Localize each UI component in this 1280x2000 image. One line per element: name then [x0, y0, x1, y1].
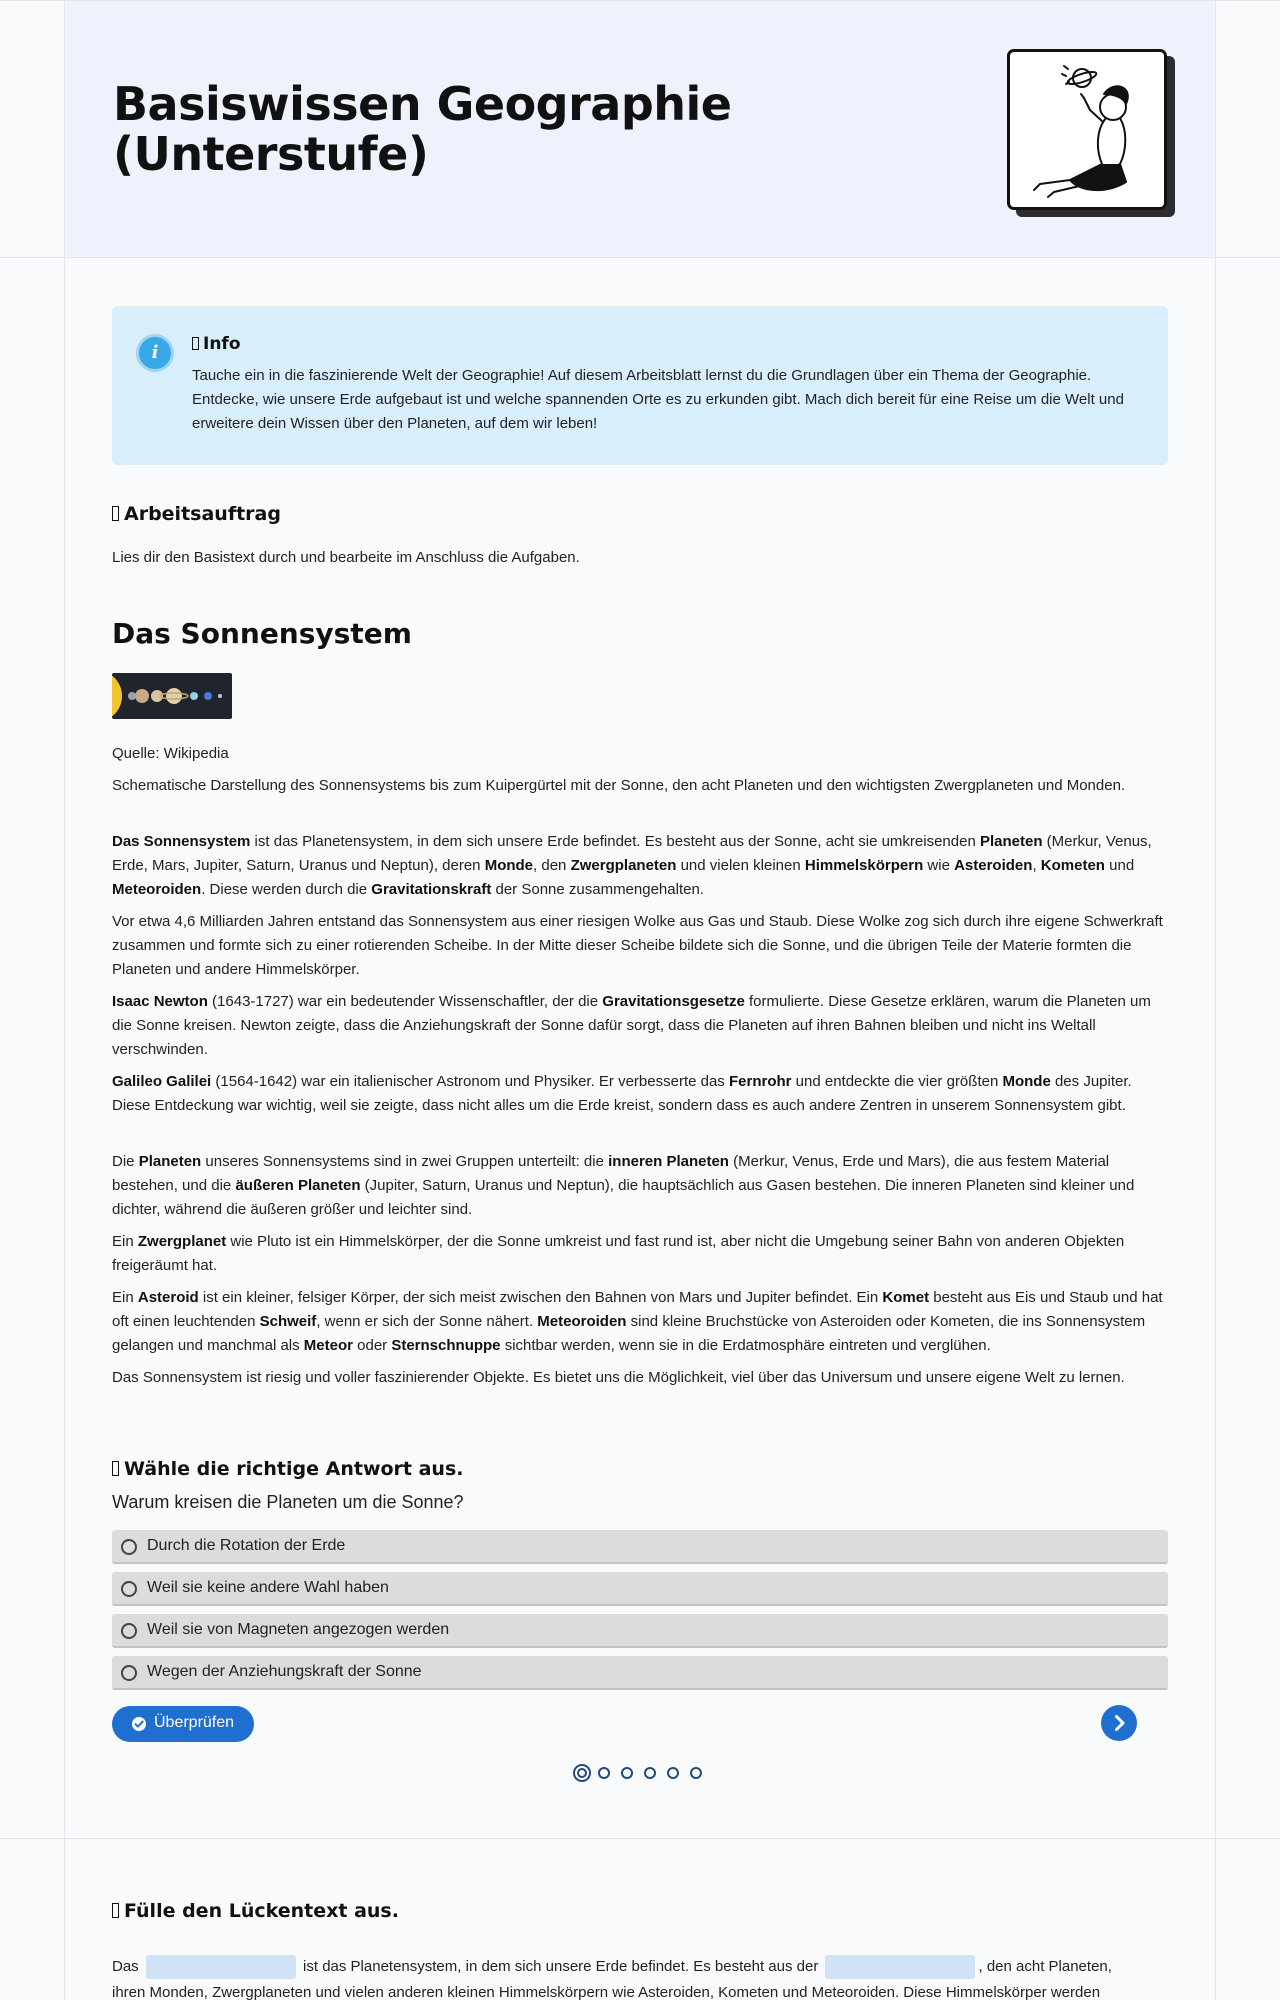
- pagination-dot-6[interactable]: [690, 1767, 702, 1779]
- answer-label: Durch die Rotation der Erde: [147, 1537, 346, 1554]
- info-icon: i: [136, 334, 174, 372]
- cloze-text-part: , den acht Planeten,: [978, 1958, 1112, 1975]
- cloze-title: Fülle den Lückentext aus.: [112, 1900, 1168, 1922]
- article-paragraph-5: Die Planeten unseres Sonnensystems sind in zwei Gruppen unterteilt: die inneren Planeten (Merkur, Venus, Erde und Mars), die aus festem Material bestehen, und die äußeren Planeten (Jupiter, Saturn, Uranus und Neptun), die hauptsächlich aus Gasen bestehen. Die inneren Planeten sind kleiner und dichter, während die äußeren größer und leichter sind.: [112, 1153, 1135, 1218]
- page-header: [65, 1, 1215, 257]
- right-border: [1215, 0, 1216, 2000]
- answer-option-2[interactable]: [112, 1572, 1168, 1606]
- solar-system-icon: [112, 673, 232, 719]
- illustration-image: [1007, 49, 1167, 210]
- cloze-text-part: ist das Planetensystem, in dem sich unsere Erde befindet. Es besteht aus der: [303, 1958, 819, 1975]
- answer-label: Weil sie keine andere Wahl haben: [147, 1579, 389, 1596]
- pin-icon: [192, 337, 199, 350]
- pagination-dot-3[interactable]: [621, 1767, 633, 1779]
- page-title: Basiswissen Geographie (Unterstufe): [113, 77, 732, 181]
- task-icon: [112, 506, 119, 521]
- radio-button[interactable]: [121, 1665, 137, 1681]
- left-border: [64, 0, 65, 2000]
- article-paragraph-7: Ein Asteroid ist ein kleiner, felsiger Körper, der sich meist zwischen den Bahnen von Mars und Jupiter befindet. Ein Komet besteht aus Eis und Staub und hat oft einen leuchtenden Schweif, wenn er sich der Sonne nähert. Meteoroiden sind kleine Bruchstücke von Asteroiden oder Kometen, die ins Sonnensystem gelangen und manchmal als Meteor oder Sternschnuppe sichtbar werden, wenn sie in die Erdatmosphäre eintreten und verglühen.: [112, 1289, 1163, 1354]
- cloze-gap-1[interactable]: [146, 1955, 296, 1979]
- pagination-dot-5[interactable]: [667, 1767, 679, 1779]
- section-rule: [0, 1838, 1280, 1839]
- check-circle-icon: [132, 1717, 146, 1731]
- image-caption: Schematische Darstellung des Sonnensystems bis zum Kuipergürtel mit der Sonne, den acht Planeten und den wichtigsten Zwergplaneten und Monden.: [112, 777, 1126, 794]
- check-button-label: Überprüfen: [154, 1714, 235, 1731]
- article-heading: Das Sonnensystem: [112, 617, 412, 650]
- article-paragraph-8: Das Sonnensystem ist riesig und voller faszinierender Objekte. Es bietet uns die Möglichkeit, viel über das Universum und unsere eigene Welt zu lernen.: [112, 1369, 1125, 1386]
- image-source: Quelle: Wikipedia: [112, 745, 229, 762]
- radio-button[interactable]: [121, 1623, 137, 1639]
- radio-button[interactable]: [121, 1581, 137, 1597]
- info-box: [112, 306, 1168, 465]
- pagination-dot-1[interactable]: [573, 1764, 591, 1782]
- quiz-question: Warum kreisen die Planeten um die Sonne?: [112, 1492, 464, 1512]
- article-paragraph-2: Vor etwa 4,6 Milliarden Jahren entstand das Sonnensystem aus einer riesigen Wolke aus Gas und Staub. Diese Wolke zog sich durch ihre eigene Schwerkraft zusammen und formte sich zu einer rotierenden Scheibe. In der Mitte dieser Scheibe bildete sich die Sonne, und die übrigen Teile der Materie formten die Planeten und andere Himmelskörper.: [112, 913, 1163, 978]
- pagination-dot-2[interactable]: [598, 1767, 610, 1779]
- article-paragraph-3: Isaac Newton (1643-1727) war ein bedeutender Wissenschaftler, der die Gravitationsgesetze formulierte. Diese Gesetze erklären, warum die Planeten um die Sonne kreisen. Newton zeigte, dass die Anziehungskraft der Sonne dafür sorgt, dass die Planeten auf ihren Bahnen bleiben und nicht ins Weltall verschwinden.: [112, 993, 1151, 1058]
- cloze-text: [112, 1951, 1168, 2000]
- cloze-text-part: Das: [112, 1958, 139, 1975]
- solar-system-image: [112, 673, 232, 719]
- article-paragraph-4: Galileo Galilei (1564-1642) war ein italienischer Astronom und Physiker. Er verbesserte das Fernrohr und entdeckte die vier größten Monde des Jupiter. Diese Entdeckung war wichtig, weil sie zeigte, dass nicht alles um die Erde kreist, sondern dass es auch andere Zentren in unserem Sonnensystem gibt.: [112, 1073, 1132, 1114]
- task-text: Lies dir den Basistext durch und bearbeite im Anschluss die Aufgaben.: [112, 549, 580, 566]
- header-rule: [0, 257, 1280, 258]
- answer-option-3[interactable]: [112, 1614, 1168, 1648]
- answer-option-1[interactable]: [112, 1530, 1168, 1564]
- quiz-title: Wähle die richtige Antwort aus.: [112, 1458, 1168, 1480]
- cloze-icon: [112, 1903, 119, 1918]
- chevron-right-icon: [1101, 1705, 1137, 1741]
- person-with-planet-icon: [1010, 52, 1164, 207]
- cloze-text-part: ihren Monden, Zwergplaneten und vielen anderen kleinen Himmelskörpern wie Asteroiden, Kometen und Meteoroiden. Diese Himmelskörper werden: [112, 1984, 1101, 2000]
- radio-button[interactable]: [121, 1539, 137, 1555]
- article-paragraph-1: Das Sonnensystem ist das Planetensystem, in dem sich unsere Erde befindet. Es besteht aus der Sonne, acht sie umkreisenden Planeten (Merkur, Venus, Erde, Mars, Jupiter, Saturn, Uranus und Neptun), deren Monde, den Zwergplaneten und vielen kleinen Himmelskörpern wie Asteroiden, Kometen und Meteoroiden. Diese werden durch die Gravitationskraft der Sonne zusammengehalten.: [112, 833, 1152, 898]
- quiz-icon: [112, 1461, 119, 1476]
- check-button[interactable]: [112, 1706, 254, 1742]
- info-title: Info: [192, 334, 241, 354]
- info-text: Tauche ein in die faszinierende Welt der Geographie! Auf diesem Arbeitsblatt lernst du die Grundlagen über ein Thema der Geographie. Entdecke, wie unsere Erde aufgebaut ist und welche spannenden Orte es zu erkunden gibt. Mach dich bereit für eine Reise um die Welt und erweitere dein Wissen über den Planeten, auf dem wir leben!: [192, 367, 1124, 432]
- answer-label: Weil sie von Magneten angezogen werden: [147, 1621, 450, 1638]
- answer-option-4[interactable]: [112, 1656, 1168, 1690]
- cloze-gap-2[interactable]: [825, 1955, 975, 1979]
- next-button[interactable]: [1101, 1705, 1137, 1741]
- task-title: Arbeitsauftrag: [112, 503, 1168, 525]
- article-paragraph-6: Ein Zwergplanet wie Pluto ist ein Himmelskörper, der die Sonne umkreist und fast rund ist, aber nicht die Umgebung seiner Bahn von anderen Objekten freigeräumt hat.: [112, 1233, 1125, 1274]
- pagination-dot-4[interactable]: [644, 1767, 656, 1779]
- answer-label: Wegen der Anziehungskraft der Sonne: [147, 1663, 422, 1680]
